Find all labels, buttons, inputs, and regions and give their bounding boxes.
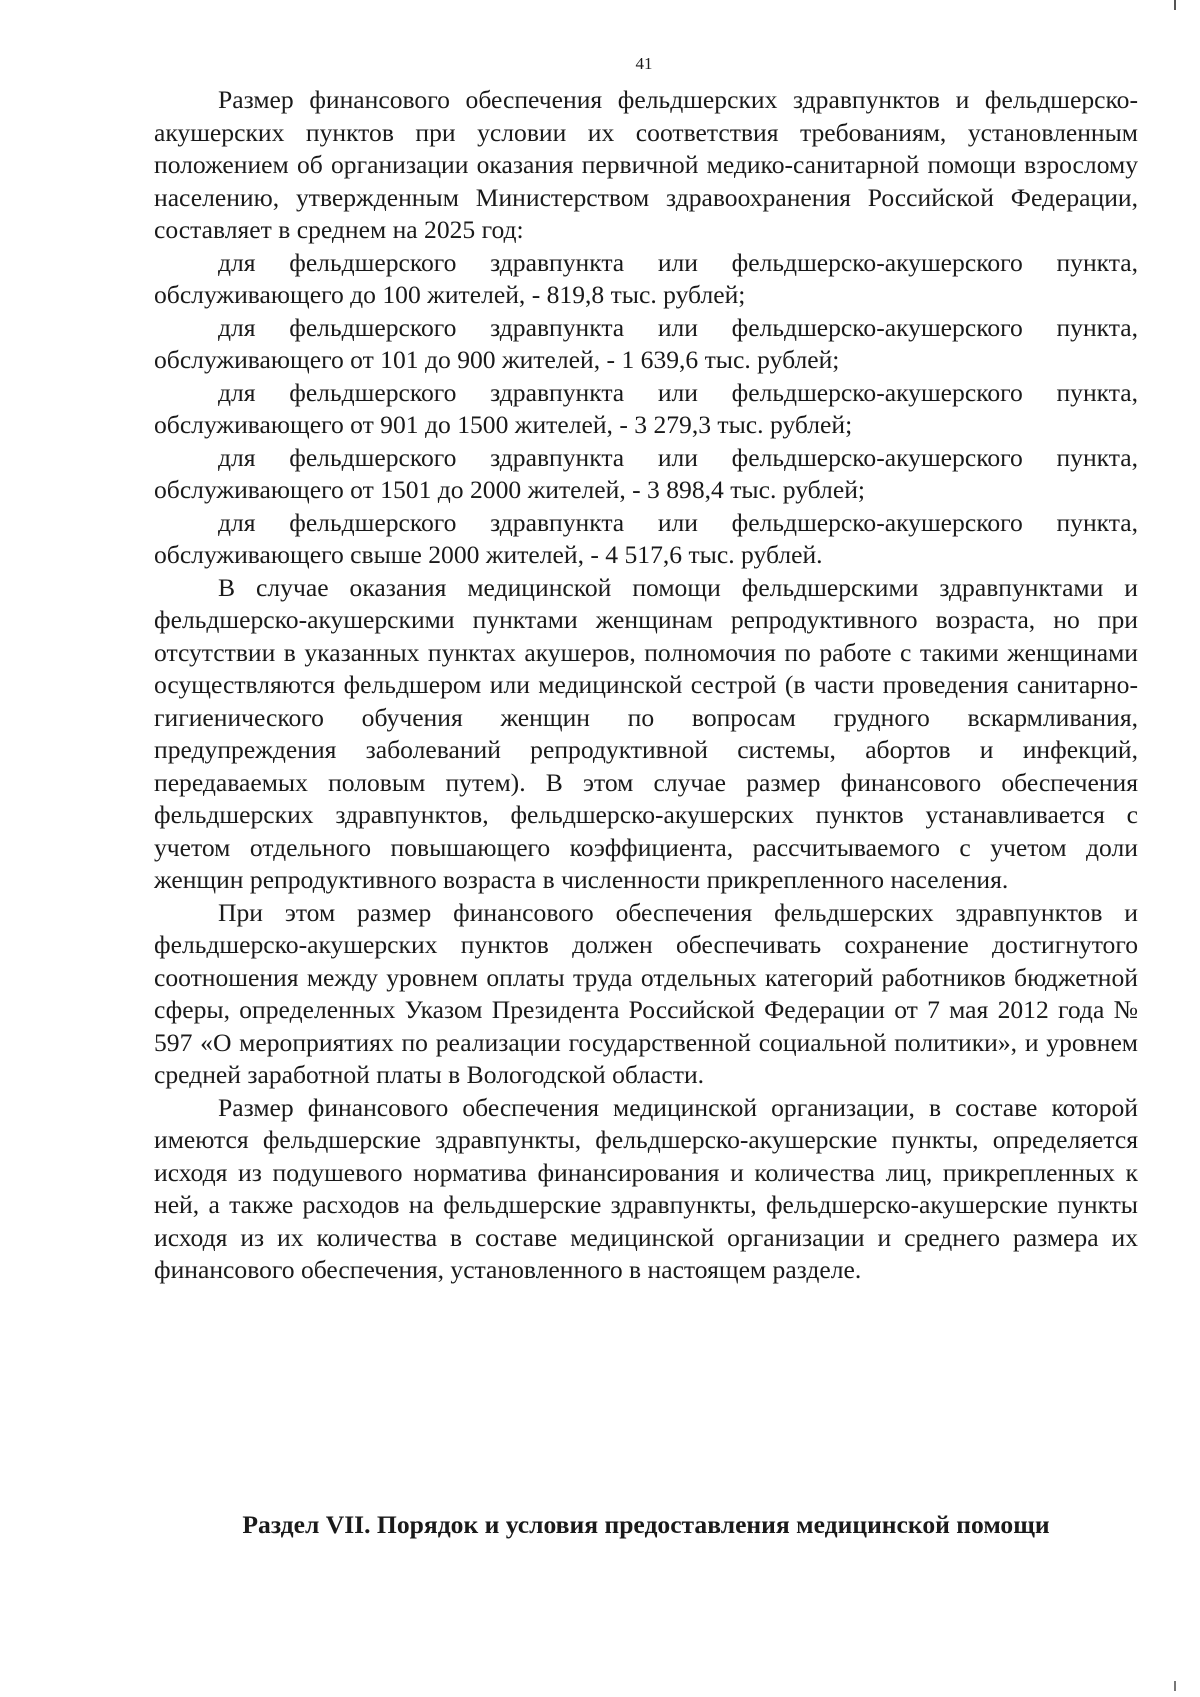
- scan-edge-mark-bottom: [1174, 1681, 1176, 1691]
- paragraph-salary-ratio: При этом размер финансового обеспечения фельдшерских здравпунктов и фельдшерско-акушерских пунктов должен обеспечивать сохранение достигнутого соотношения между уровнем оплаты труда отдельных категорий работников бюджетной сферы, определенных Указом Президента Российской Федерации от 7 мая 2012 года № 597 «О мероприятиях по реализации государственной социальной политики», и уровнем средней заработной платы в Вологодской области.: [154, 897, 1138, 1089]
- paragraph-organization-funding: Размер финансового обеспечения медицинской организации, в составе которой имеются фельдшерские здравпункты, фельдшерско-акушерские пункты, определяется исходя из подушевого норматива финансирования и количества лиц, прикрепленных к ней, а также расходов на фельдшерские здравпункты, фельдшерско-акушерские пункты исходя из их количества в составе медицинской организации и среднего размера их финансового обеспечения, установленного в настоящем разделе.: [154, 1092, 1138, 1284]
- paragraph-funding-intro: Размер финансового обеспечения фельдшерских здравпунктов и фельдшерско-акушерских пунктов при условии их соответствия требованиям, установленным положением об организации оказания первичной медико-санитарной помощи взрослому населению, утвержденным Министерством здравоохранения Российской Федерации, составляет в среднем на 2025 год:: [154, 85, 1138, 244]
- paragraph-tier-1501-2000: для фельдшерского здравпункта или фельдшерско-акушерского пункта, обслуживающего от 1501 до 2000 жителей, - 3 898,4 тыс. рублей;: [154, 442, 1138, 504]
- document-body: [154, 84, 1138, 1287]
- paragraph-tier-901-1500: для фельдшерского здравпункта или фельдшерско-акушерского пункта, обслуживающего от 901 до 1500 жителей, - 3 279,3 тыс. рублей;: [154, 377, 1138, 439]
- paragraph-reproductive-age-women: В случае оказания медицинской помощи фельдшерскими здравпунктами и фельдшерско-акушерскими пунктами женщинам репродуктивного возраста, но при отсутствии в указанных пунктах акушеров, полномочия по работе с такими женщинами осуществляются фельдшером или медицинской сестрой (в части проведения санитарно-гигиенического обучения женщин по вопросам грудного вскармливания, предупреждения заболеваний репродуктивной системы, абортов и инфекций, передаваемых половым путем). В этом случае размер финансового обеспечения фельдшерских здравпунктов, фельдшерско-акушерских пунктов устанавливается с учетом отдельного повышающего коэффициента, рассчитываемого с учетом доли женщин репродуктивного возраста в численности прикрепленного населения.: [154, 572, 1138, 894]
- paragraph-tier-up-to-100: для фельдшерского здравпункта или фельдшерско-акушерского пункта, обслуживающего до 100 жителей, - 819,8 тыс. рублей;: [154, 247, 1138, 309]
- paragraph-tier-over-2000: для фельдшерского здравпункта или фельдшерско-акушерского пункта, обслуживающего свыше 2000 жителей, - 4 517,6 тыс. рублей.: [154, 507, 1138, 569]
- paragraph-tier-101-900: для фельдшерского здравпункта или фельдшерско-акушерского пункта, обслуживающего от 101 до 900 жителей, - 1 639,6 тыс. рублей;: [154, 312, 1138, 374]
- section-heading: Раздел VII. Порядок и условия предоставления медицинской помощи: [242, 1510, 1050, 1539]
- page-number: 41: [635, 54, 653, 73]
- scan-edge-mark: [1174, 0, 1176, 10]
